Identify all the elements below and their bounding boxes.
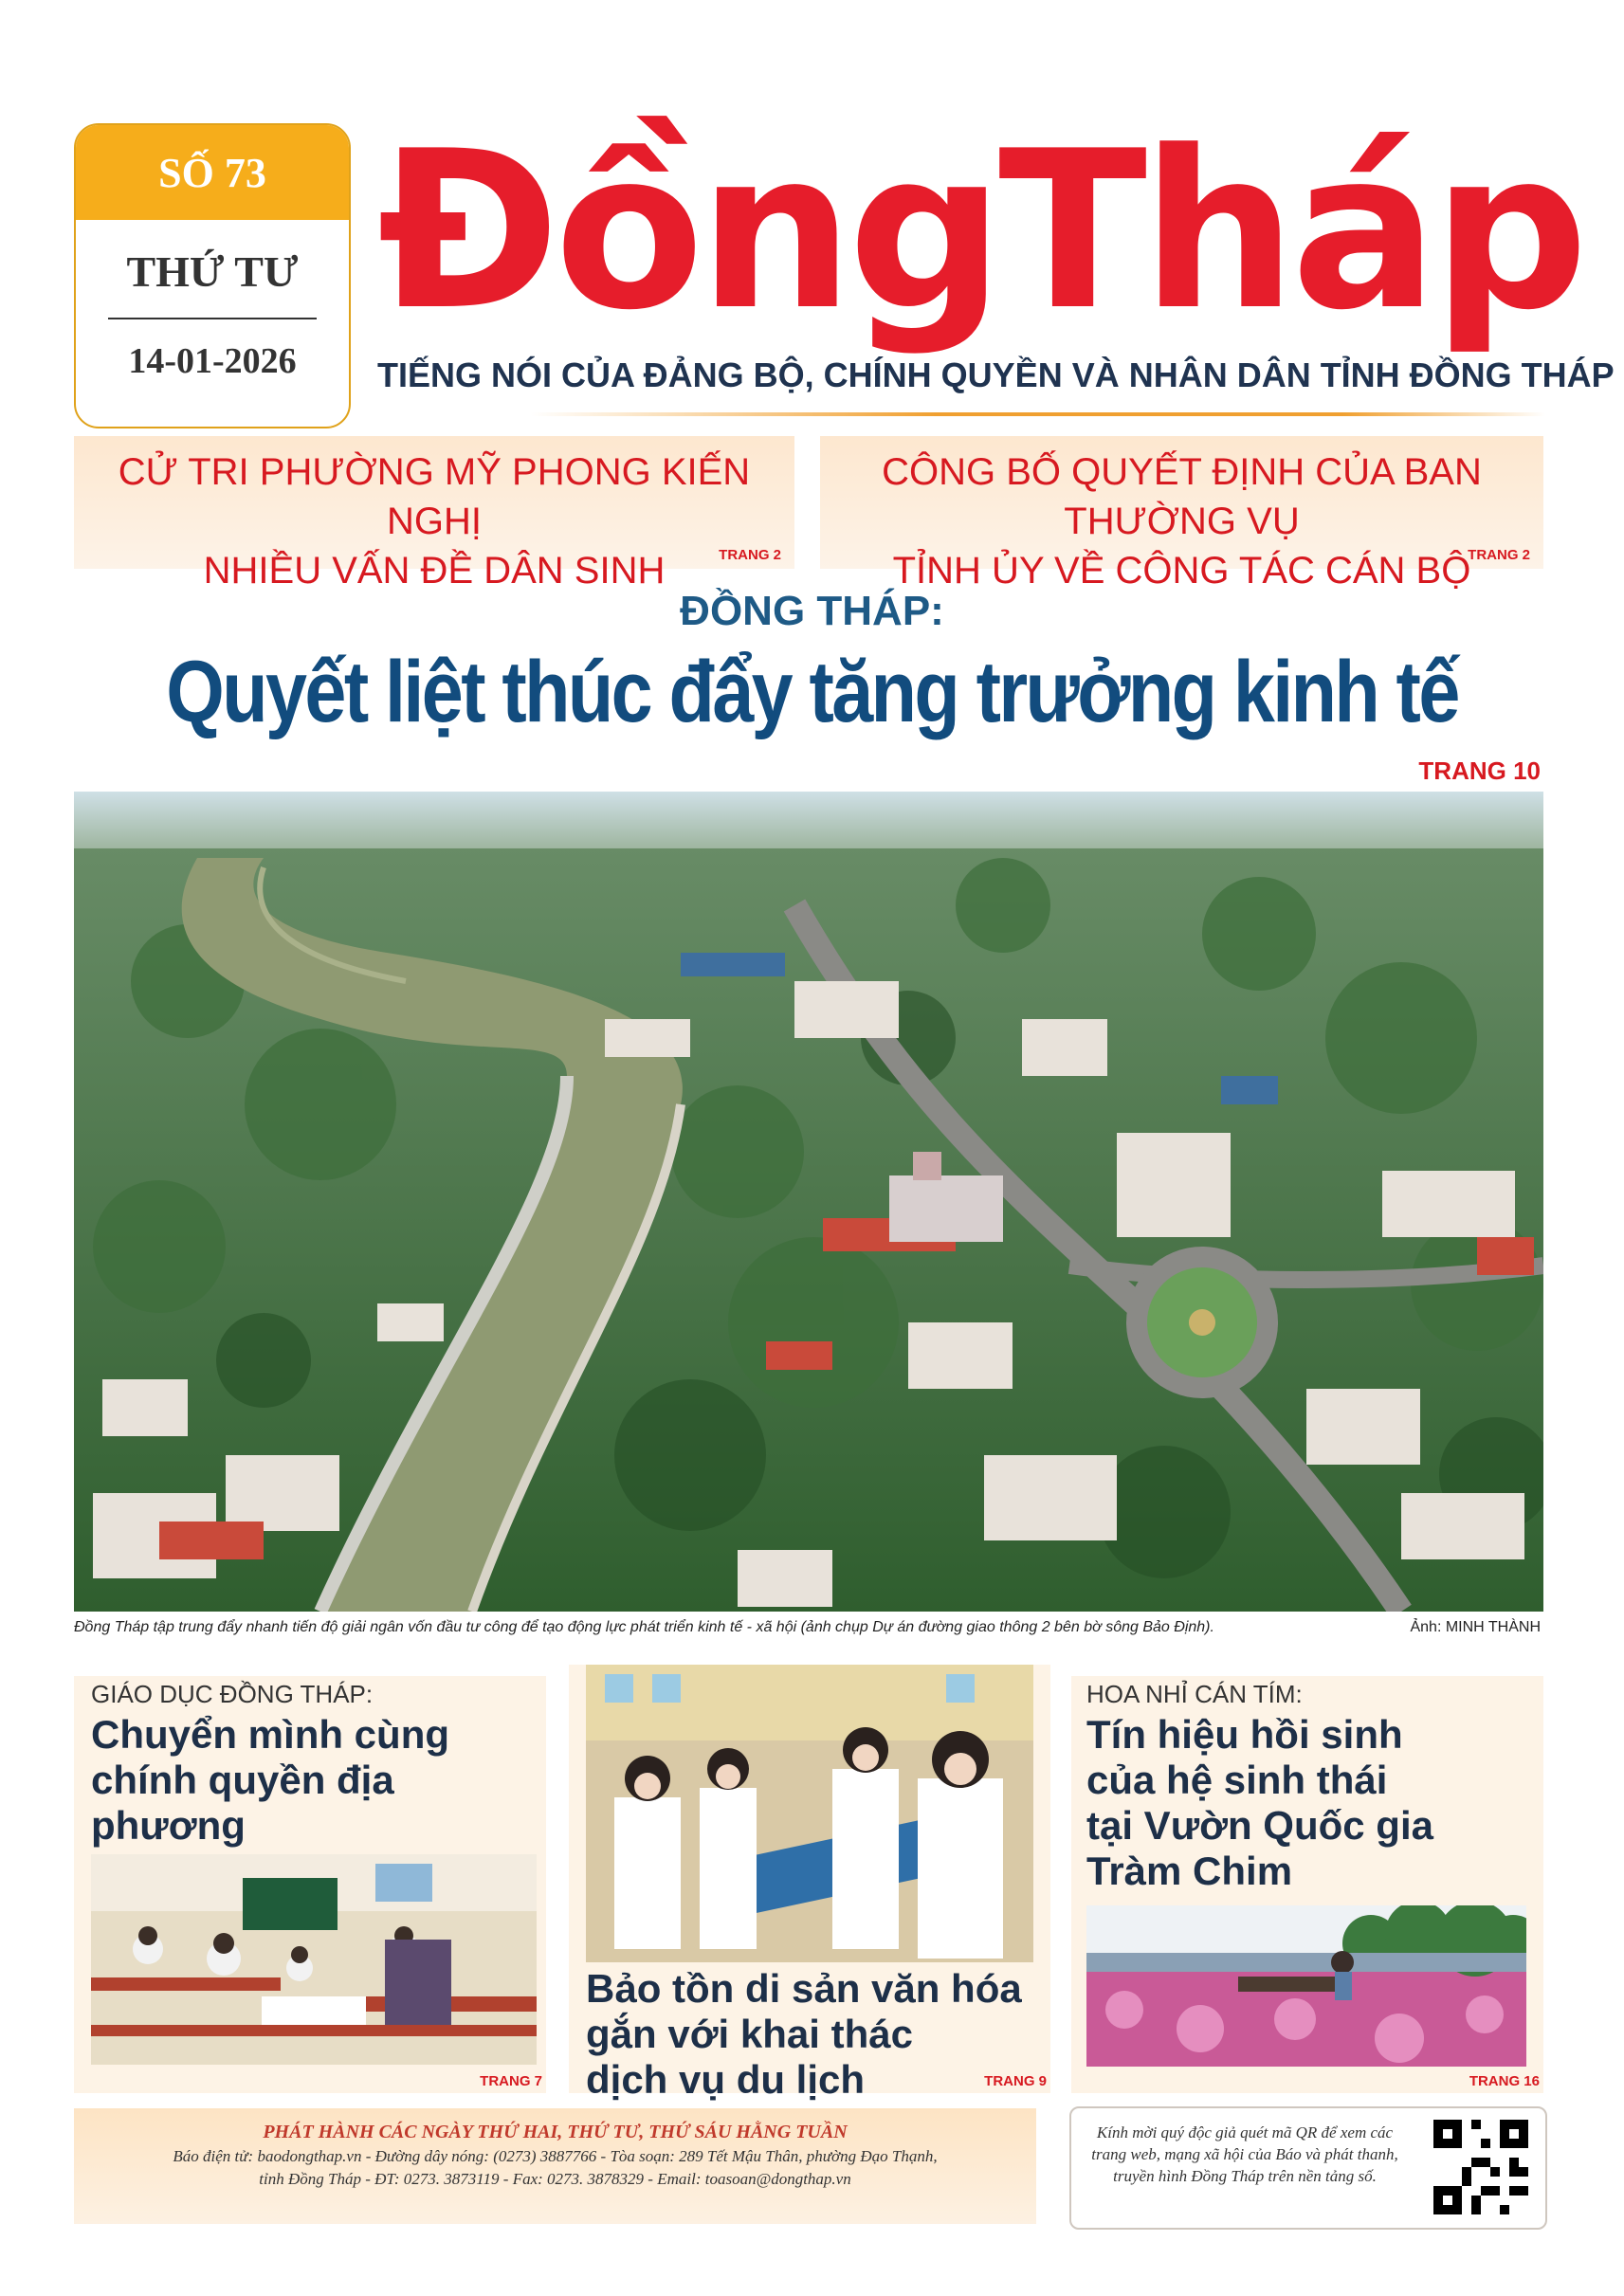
story-2-title-line3: dịch vụ du lịch: [586, 2057, 866, 2102]
lead-photo-credit: Ảnh: MINH THÀNH: [1410, 1619, 1541, 1635]
teaser-1-line1: CỬ TRI PHƯỜNG MỸ PHONG KIẾN NGHỊ: [118, 451, 751, 542]
issue-box: [74, 123, 351, 428]
story-3-page: TRANG 16: [1469, 2073, 1540, 2089]
issue-divider: [108, 318, 317, 319]
footer-schedule: PHÁT HÀNH CÁC NGÀY THỨ HAI, THỨ TƯ, THỨ SÁU HẰNG TUẦN: [263, 2122, 848, 2142]
masthead-tagline: TIẾNG NÓI CỦA ĐẢNG BỘ, CHÍNH QUYỀN VÀ NHÂN DÂN TỈNH ĐỒNG THÁP: [377, 355, 1615, 394]
footer-contact-line2: tỉnh Đồng Tháp - ĐT: 0273. 3873119 - Fax: 0273. 3878329 - Email: toasoan@dongthap.vn: [259, 2170, 851, 2188]
footer-publication-info: [74, 2108, 1036, 2224]
qr-invitation-text: Kính mời quý độc giả quét mã QR để xem các trang web, mạng xã hội của Báo và phát thanh, truyền hình Đồng Tháp trên nền tảng số.: [1091, 2123, 1398, 2185]
qr-box: [1069, 2106, 1547, 2230]
issue-date: 14-01-2026: [128, 341, 297, 381]
teaser-2[interactable]: [820, 436, 1543, 592]
teaser-1[interactable]: [74, 436, 794, 592]
lead-kicker: ĐỒNG THÁP:: [680, 588, 944, 634]
story-3-title-line4: Tràm Chim: [1086, 1849, 1293, 1893]
story-2-title: [586, 1966, 1050, 2103]
story-2-title-line2: gắn với khai thác: [586, 2012, 913, 2056]
teaser-1-line2: NHIỀU VẤN ĐỀ DÂN SINH: [203, 550, 666, 592]
story-1-kicker: GIÁO DỤC ĐỒNG THÁP:: [91, 1680, 374, 1708]
issue-weekday: THỨ TƯ: [126, 247, 299, 296]
teaser-2-page: TRANG 2: [1468, 547, 1530, 563]
teaser-2-line1: CÔNG BỐ QUYẾT ĐỊNH CỦA BAN THƯỜNG VỤ: [882, 451, 1482, 542]
story-1-title-line1: Chuyển mình cùng: [91, 1712, 449, 1757]
lead-page: TRANG 10: [1418, 756, 1541, 785]
issue-number: SỐ 73: [158, 149, 266, 196]
story-2[interactable]: [569, 1665, 1050, 2102]
story-2-title-line1: Bảo tồn di sản văn hóa: [586, 1966, 1022, 2011]
story-3-kicker: HOA NHỈ CÁN TÍM:: [1086, 1680, 1303, 1708]
story-3[interactable]: [1071, 1676, 1543, 2093]
story-1-photo: [91, 1854, 537, 2065]
qr-code-icon[interactable]: [1433, 2120, 1528, 2214]
story-2-photo: [586, 1665, 1033, 1962]
teaser-1-page: TRANG 2: [719, 547, 781, 563]
story-3-title-line2: của hệ sinh thái: [1086, 1758, 1388, 1802]
lead-photo: [74, 792, 1543, 1612]
tagline-divider: [531, 412, 1545, 416]
story-3-title: [1086, 1712, 1542, 1894]
footer-contact-line1: Báo điện tử: baodongthap.vn - Đường dây nóng: (0273) 3887766 - Tòa soạn: 289 Tết Mậu Thân, phường Đạo Thạnh,: [173, 2147, 938, 2165]
issue-number-band: [76, 125, 349, 220]
story-1[interactable]: [74, 1676, 546, 2093]
story-1-page: TRANG 7: [480, 2073, 542, 2089]
teaser-2-line2: TỈNH ỦY VỀ CÔNG TÁC CÁN BỘ: [892, 550, 1471, 592]
masthead-logo: ĐồngTháp: [377, 105, 1583, 358]
story-2-page: TRANG 9: [984, 2073, 1047, 2089]
lead-caption: Đồng Tháp tập trung đẩy nhanh tiến độ giải ngân vốn đầu tư công để tạo động lực phát triển kinh tế - xã hội (ảnh chụp Dự án đường giao thông 2 bên bờ sông Bảo Định).: [74, 1619, 1214, 1635]
story-3-title-line1: Tín hiệu hồi sinh: [1086, 1712, 1403, 1757]
story-3-title-line3: tại Vườn Quốc gia: [1086, 1803, 1433, 1848]
story-1-title-line2: chính quyền địa phương: [91, 1758, 394, 1848]
lead-headline[interactable]: Quyết liệt thúc đẩy tăng trưởng kinh tế: [166, 644, 1458, 740]
story-3-photo: [1086, 1905, 1526, 2067]
